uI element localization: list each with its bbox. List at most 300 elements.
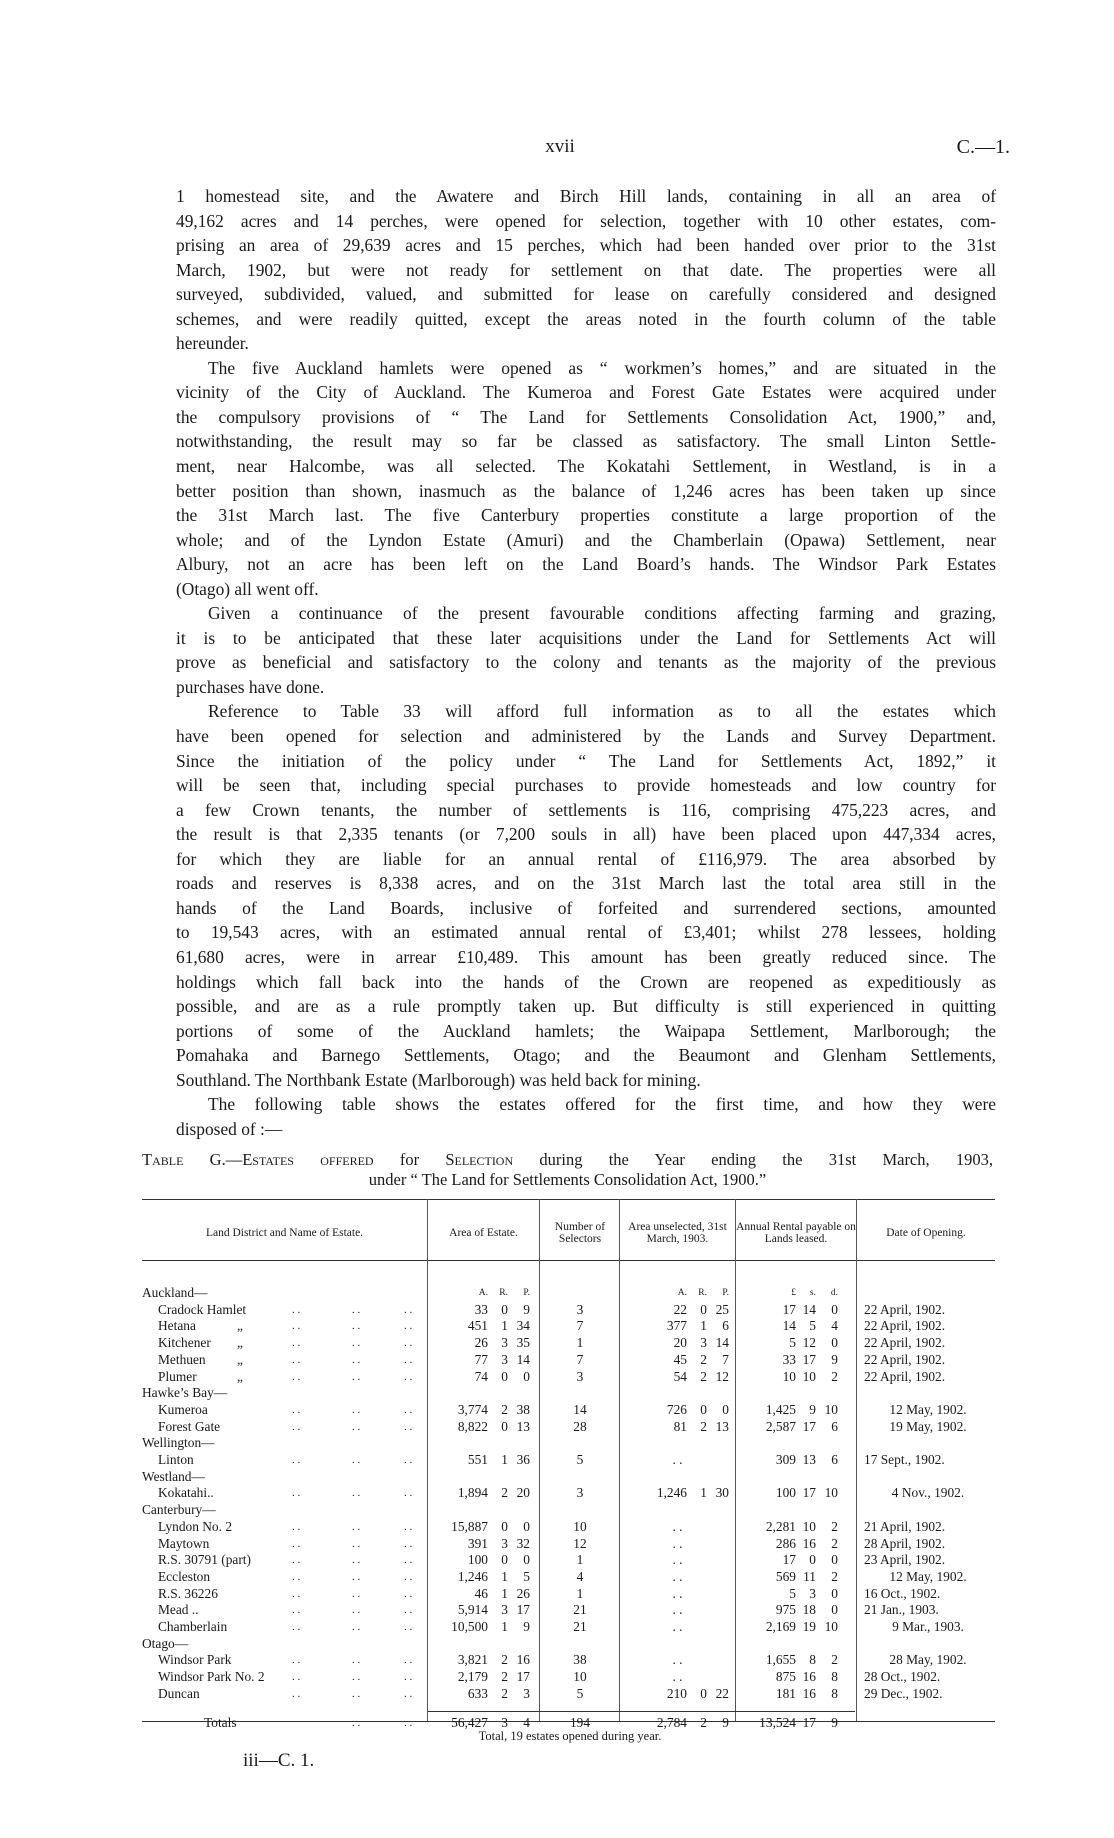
- header-date: Date of Opening.: [886, 1226, 966, 1239]
- selectors-value: 1: [576, 1552, 584, 1568]
- rental-value: 6: [831, 1452, 838, 1467]
- total-unselected: 2,784: [656, 1714, 687, 1730]
- dot-leader: . .: [404, 1353, 413, 1366]
- area-value: 9: [523, 1301, 530, 1317]
- rental-value: 17: [802, 1485, 816, 1501]
- nil-value: . .: [672, 1652, 683, 1668]
- rental-value: 569: [775, 1568, 796, 1584]
- nil-value: . .: [672, 1568, 683, 1584]
- rental-value: 17: [802, 1351, 816, 1367]
- rental-value: 181: [775, 1685, 796, 1701]
- dot-leader: . .: [352, 1303, 361, 1316]
- rental-value: 8: [831, 1685, 838, 1701]
- dot-leader: . .: [404, 1554, 413, 1567]
- ditto-mark: „: [237, 1351, 243, 1367]
- table-row: [142, 1335, 995, 1352]
- rental-value: 2: [831, 1568, 838, 1584]
- area-value: 1: [501, 1585, 508, 1601]
- dot-leader: . .: [292, 1671, 301, 1684]
- caption-label: Table G.—Estates offered: [142, 1150, 374, 1169]
- nil-value: . .: [672, 1452, 683, 1467]
- selectors-value: 7: [576, 1318, 584, 1334]
- table-footnote: Total, 19 estates opened during year.: [478, 1729, 662, 1743]
- area-value: 551: [467, 1452, 488, 1467]
- text-line: it is to be anticipated that these later acquisitions under the Land for Settlements Act will: [176, 627, 996, 648]
- header-rental: Annual Rental payable on Lands leased.: [736, 1220, 856, 1245]
- selectors-value: 21: [573, 1619, 587, 1634]
- total-unselected: 9: [722, 1714, 729, 1730]
- date-value: 23 April, 1902.: [864, 1552, 946, 1568]
- area-value: 14: [516, 1351, 530, 1367]
- rental-value: 17: [782, 1552, 796, 1568]
- dot-leader: . .: [292, 1454, 301, 1466]
- ditto-mark: „: [237, 1335, 243, 1351]
- unselected-value: 22: [673, 1301, 687, 1317]
- rental-value: 10: [824, 1485, 838, 1501]
- selectors-value: 14: [573, 1401, 587, 1417]
- dot-leader: . .: [292, 1370, 301, 1383]
- selectors-value: 3: [576, 1301, 584, 1317]
- table-top-rule: [142, 1199, 995, 1200]
- selectors-value: 28: [573, 1418, 587, 1434]
- date-value: 21 April, 1902.: [864, 1518, 946, 1534]
- unselected-value: 2: [700, 1351, 707, 1367]
- ditto-mark: „: [237, 1368, 243, 1384]
- area-value: 0: [501, 1368, 508, 1384]
- dot-leader: . .: [292, 1403, 301, 1416]
- estate-name: Kumeroa: [158, 1401, 208, 1417]
- district-heading-row: [142, 1285, 995, 1302]
- text-line: 1 homestead site, and the Awatere and Birch Hill lands, containing in all an area of: [176, 186, 996, 206]
- text-line: holdings which fall back into the hands of the Crown are reopened as expeditiously as: [176, 971, 996, 992]
- nil-value: . .: [672, 1602, 683, 1618]
- text-line: The five Auckland hamlets were opened as “ workmen’s homes,” and are situated in the: [208, 357, 996, 378]
- rental-value: 1,425: [765, 1401, 796, 1417]
- unselected-value: 45: [673, 1351, 687, 1367]
- total-area: 56,427: [451, 1714, 488, 1730]
- dot-leader: . .: [292, 1687, 301, 1700]
- rental-value: 0: [809, 1552, 816, 1568]
- dot-leader: . .: [352, 1554, 361, 1567]
- text-line: prising an area of 29,639 acres and 15 perches, which had been handed over prior to the 31st: [176, 235, 996, 256]
- dot-leader: . .: [404, 1621, 413, 1633]
- date-value: 21 Jan., 1903.: [864, 1602, 939, 1618]
- dot-leader: . .: [352, 1454, 361, 1466]
- document-reference: C.—1.: [956, 136, 1010, 158]
- unit-label: s.: [809, 1288, 816, 1298]
- estate-name: R.S. 30791 (part): [158, 1552, 251, 1568]
- area-value: 26: [474, 1335, 488, 1351]
- estates-table: [142, 1199, 995, 1730]
- area-value: 1,894: [457, 1485, 488, 1501]
- area-value: 0: [523, 1552, 530, 1568]
- date-value: 22 April, 1902.: [864, 1335, 946, 1351]
- text-line: notwithstanding, the result may so far be classed as satisfactory. The small Linton Settle-: [176, 431, 996, 452]
- area-value: 0: [501, 1518, 508, 1534]
- rental-value: 10: [782, 1368, 796, 1384]
- date-value: 29 Dec., 1902.: [864, 1685, 943, 1701]
- area-value: 2: [501, 1485, 508, 1501]
- selectors-value: 1: [576, 1585, 584, 1601]
- selectors-value: 5: [576, 1685, 584, 1701]
- district-name: Hawke’s Bay—: [142, 1385, 228, 1401]
- area-value: 3: [501, 1335, 508, 1351]
- rental-value: 2: [831, 1652, 838, 1668]
- rental-value: 17: [802, 1418, 816, 1434]
- table-row: [142, 1302, 995, 1319]
- dot-leader: . .: [352, 1654, 361, 1667]
- area-value: 3: [501, 1535, 508, 1551]
- text-line: Albury, not an acre has been left on the Land Board’s hands. The Windsor Park Estates: [176, 554, 996, 575]
- area-value: 2: [501, 1652, 508, 1668]
- area-value: 8,822: [457, 1418, 488, 1434]
- text-line: better position than shown, inasmuch as the balance of 1,246 acres has been taken up since: [176, 480, 996, 501]
- ditto-mark: „: [237, 1318, 243, 1334]
- dot-leader: . .: [404, 1687, 413, 1700]
- caption-text: during the Year ending the 31st March, 1903,: [513, 1150, 993, 1169]
- dot-leader: . .: [352, 1370, 361, 1383]
- unselected-value: 0: [700, 1301, 707, 1317]
- rental-value: 875: [775, 1669, 796, 1685]
- area-value: 35: [516, 1335, 530, 1351]
- total-rental: 13,524: [759, 1714, 796, 1730]
- unselected-value: 377: [666, 1318, 687, 1334]
- nil-value: . .: [672, 1552, 683, 1568]
- area-value: 36: [516, 1452, 530, 1467]
- dot-leader: . .: [404, 1587, 413, 1600]
- rental-value: 16: [802, 1535, 816, 1551]
- estate-name: Kitchener: [158, 1335, 211, 1351]
- dot-leader: . .: [404, 1303, 413, 1316]
- estate-name: Hetana: [158, 1318, 196, 1334]
- unselected-value: 0: [700, 1401, 707, 1417]
- date-value: 4 Nov., 1902.: [891, 1485, 965, 1501]
- unselected-value: 6: [722, 1318, 729, 1334]
- dot-leader: . .: [352, 1604, 361, 1617]
- unit-label: d.: [830, 1288, 838, 1298]
- area-value: 33: [474, 1301, 488, 1317]
- totals-rule: [428, 1711, 855, 1712]
- dot-leader: . .: [292, 1420, 301, 1433]
- date-value: 12 May, 1902.: [889, 1401, 967, 1417]
- estate-name: Maytown: [158, 1535, 210, 1551]
- dot-leader: . .: [352, 1337, 361, 1350]
- rental-value: 13: [802, 1452, 816, 1467]
- text-line: vicinity of the City of Auckland. The Kumeroa and Forest Gate Estates were acquired under: [176, 382, 996, 403]
- estate-name: Forest Gate: [158, 1418, 221, 1434]
- unselected-value: 20: [673, 1335, 687, 1351]
- area-value: 13: [516, 1418, 530, 1434]
- header-unselected: Area unselected, 31st March, 1903.: [628, 1220, 727, 1245]
- table-row: [142, 1519, 995, 1536]
- selectors-value: 38: [573, 1652, 587, 1668]
- dot-leader: . .: [292, 1303, 301, 1316]
- unselected-value: 1,246: [656, 1485, 687, 1501]
- date-value: 17 Sept., 1902.: [864, 1452, 945, 1467]
- rental-value: 0: [831, 1552, 838, 1568]
- dot-leader: . .: [292, 1487, 301, 1500]
- dot-leader: . .: [292, 1654, 301, 1667]
- rental-value: 1,655: [765, 1652, 796, 1668]
- area-value: 0: [501, 1418, 508, 1434]
- selectors-value: 5: [576, 1452, 584, 1467]
- area-value: 32: [516, 1535, 530, 1551]
- dot-leader: . .: [292, 1320, 301, 1333]
- text-line: roads and reserves is 8,338 acres, and on the 31st March last the total area still in the: [176, 873, 996, 894]
- dot-leader: . .: [352, 1687, 361, 1700]
- rental-value: 16: [802, 1685, 816, 1701]
- estate-name: Chamberlain: [158, 1619, 228, 1634]
- rental-value: 2,169: [765, 1619, 796, 1634]
- unit-label: R.: [698, 1288, 707, 1298]
- date-value: 22 April, 1902.: [864, 1351, 946, 1367]
- dot-leader: . .: [404, 1654, 413, 1667]
- text-line: disposed of :—: [176, 1118, 283, 1139]
- dot-leader: . .: [292, 1621, 301, 1633]
- table-row: [142, 1552, 995, 1569]
- estate-name: Duncan: [158, 1685, 200, 1701]
- rental-value: 9: [831, 1351, 838, 1367]
- selectors-value: 3: [576, 1485, 584, 1501]
- text-line: Southland. The Northbank Estate (Marlborough) was held back for mining.: [176, 1069, 701, 1090]
- dot-leader: . .: [404, 1370, 413, 1383]
- table-row: [142, 1536, 995, 1553]
- dot-leader: . .: [404, 1337, 413, 1350]
- rental-value: 2,587: [765, 1418, 796, 1434]
- unselected-value: 54: [673, 1368, 687, 1384]
- estate-name: Methuen: [158, 1351, 206, 1367]
- table-row: [142, 1602, 995, 1619]
- nil-value: . .: [672, 1535, 683, 1551]
- dot-leader: . .: [404, 1320, 413, 1333]
- table-row: [142, 1652, 995, 1669]
- dot-leader: . .: [404, 1716, 413, 1729]
- text-line: to 19,543 acres, with an estimated annual rental of £3,401; whilst 278 lessees, holding: [176, 922, 996, 943]
- text-line: a few Crown tenants, the number of settlements is 116, comprising 475,223 acres, and: [176, 799, 996, 820]
- text-line: Pomahaka and Barnego Settlements, Otago; and the Beaumont and Glenham Settlements,: [176, 1045, 996, 1066]
- table-caption: [142, 1150, 993, 1190]
- rental-value: 0: [831, 1335, 838, 1351]
- dot-leader: . .: [404, 1403, 413, 1416]
- area-value: 1: [501, 1452, 508, 1467]
- date-value: 22 April, 1902.: [864, 1301, 946, 1317]
- text-line: 49,162 acres and 14 perches, were opened for selection, together with 10 other estates, com-: [176, 210, 996, 231]
- estate-name: Cradock Hamlet: [158, 1301, 247, 1317]
- area-value: 38: [516, 1401, 530, 1417]
- estate-name: Linton: [158, 1452, 194, 1467]
- rental-value: 8: [831, 1669, 838, 1685]
- area-value: 1: [501, 1568, 508, 1584]
- dot-leader: . .: [292, 1520, 301, 1533]
- date-value: 12 May, 1902.: [889, 1568, 967, 1584]
- text-line: prove as beneficial and satisfactory to the colony and tenants as the majority of the previous: [176, 652, 996, 673]
- unselected-value: 210: [666, 1685, 687, 1701]
- text-line: will be seen that, including special purchases to provide homesteads and low country for: [176, 775, 996, 796]
- text-line: schemes, and were readily quitted, except the areas noted in the fourth column of the table: [176, 308, 996, 329]
- rental-value: 6: [831, 1418, 838, 1434]
- total-selectors: 194: [569, 1714, 591, 1730]
- dot-leader: . .: [292, 1554, 301, 1567]
- selectors-value: 3: [576, 1368, 584, 1384]
- rental-value: 5: [809, 1318, 816, 1334]
- district-name: Westland—: [142, 1468, 205, 1484]
- rental-value: 286: [775, 1535, 796, 1551]
- table-row: [142, 1686, 995, 1703]
- selectors-value: 7: [576, 1351, 584, 1367]
- nil-value: . .: [672, 1585, 683, 1601]
- estate-name: R.S. 36226: [158, 1585, 218, 1601]
- rental-value: 12: [802, 1335, 816, 1351]
- unselected-value: 12: [715, 1368, 729, 1384]
- rental-value: 11: [803, 1568, 816, 1584]
- page-number: xvii: [545, 136, 575, 157]
- estate-name: Windsor Park: [158, 1652, 232, 1668]
- dot-leader: . .: [352, 1716, 361, 1729]
- date-value: 28 Oct., 1902.: [864, 1669, 941, 1685]
- text-line: the result is that 2,335 tenants (or 7,200 souls in all) have been placed upon 447,334 acres,: [176, 824, 996, 845]
- rental-value: 2,281: [765, 1518, 796, 1534]
- selectors-value: 21: [573, 1602, 587, 1618]
- unselected-value: 2: [700, 1418, 707, 1434]
- dot-leader: . .: [292, 1537, 301, 1550]
- date-value: 28 April, 1902.: [864, 1535, 946, 1551]
- date-value: 16 Oct., 1902.: [864, 1585, 941, 1601]
- area-value: 2: [501, 1685, 508, 1701]
- caption-subtitle: under “ The Land for Settlements Consolidation Act, 1900.”: [368, 1170, 767, 1189]
- rental-value: 8: [809, 1652, 816, 1668]
- page-signature: iii—C. 1.: [243, 1750, 315, 1771]
- unselected-value: 2: [700, 1368, 707, 1384]
- area-value: 15,887: [451, 1518, 488, 1534]
- dot-leader: . .: [404, 1420, 413, 1433]
- table-row: [142, 1619, 995, 1636]
- area-value: 5,914: [457, 1602, 488, 1618]
- rental-value: 16: [802, 1669, 816, 1685]
- area-value: 0: [501, 1301, 508, 1317]
- district-name: Canterbury—: [142, 1502, 216, 1518]
- text-line: purchases have done.: [176, 676, 325, 697]
- rental-value: 5: [789, 1335, 796, 1351]
- rental-value: 10: [802, 1518, 816, 1534]
- rental-value: 19: [802, 1619, 816, 1634]
- nil-value: . .: [672, 1669, 683, 1685]
- total-area: 4: [523, 1714, 530, 1730]
- district-name: Auckland—: [142, 1285, 208, 1300]
- dot-leader: . .: [352, 1353, 361, 1366]
- estate-name: Windsor Park No. 2: [158, 1669, 265, 1685]
- dot-leader: . .: [352, 1520, 361, 1533]
- table-row: [142, 1352, 995, 1369]
- table-row: [142, 1586, 995, 1603]
- rental-value: 10: [824, 1619, 838, 1634]
- unit-label: P.: [722, 1288, 729, 1298]
- dot-leader: . .: [292, 1337, 301, 1350]
- unit-label: P.: [523, 1288, 530, 1298]
- rental-value: 14: [782, 1318, 796, 1334]
- estate-name: Mead ..: [158, 1602, 199, 1618]
- area-value: 0: [501, 1552, 508, 1568]
- totals-label: Totals: [204, 1714, 237, 1730]
- dot-leader: . .: [352, 1671, 361, 1684]
- text-line: hands of the Land Boards, inclusive of forfeited and surrendered sections, amounted: [176, 897, 996, 918]
- dot-leader: . .: [404, 1537, 413, 1550]
- dot-leader: . .: [404, 1671, 413, 1684]
- rental-value: 10: [824, 1401, 838, 1417]
- rental-value: 5: [789, 1585, 796, 1601]
- area-value: 9: [523, 1619, 530, 1634]
- area-value: 3: [501, 1602, 508, 1618]
- text-line: 61,680 acres, were in arrear £10,489. This amount has been greatly reduced since. The: [176, 946, 996, 967]
- body-text: [176, 184, 996, 1141]
- unselected-value: 25: [715, 1301, 729, 1317]
- rental-value: 33: [782, 1351, 796, 1367]
- table-row: [142, 1318, 995, 1335]
- selectors-value: 4: [576, 1568, 584, 1584]
- dot-leader: . .: [352, 1587, 361, 1600]
- nil-value: . .: [672, 1518, 683, 1534]
- area-value: 17: [516, 1669, 530, 1685]
- area-value: 17: [516, 1602, 530, 1618]
- district-name: Wellington—: [142, 1435, 215, 1451]
- header-name: Land District and Name of Estate.: [205, 1226, 364, 1239]
- area-value: 2: [501, 1401, 508, 1417]
- table-row: [142, 1569, 995, 1586]
- rental-value: 3: [809, 1585, 816, 1601]
- text-line: Since the initiation of the policy under “ The Land for Settlements Act, 1892,” it: [176, 750, 996, 771]
- area-value: 3,821: [457, 1652, 488, 1668]
- caption-text: Selection: [445, 1150, 514, 1169]
- area-value: 77: [474, 1351, 488, 1367]
- area-value: 0: [523, 1368, 530, 1384]
- text-line: for which they are liable for an annual rental of £116,979. The area absorbed by: [176, 848, 996, 869]
- rental-value: 975: [775, 1602, 796, 1618]
- header-selectors: Number of Selectors: [554, 1220, 606, 1245]
- total-rental: 17: [802, 1714, 816, 1730]
- unselected-value: 3: [700, 1335, 707, 1351]
- total-unselected: 2: [700, 1714, 707, 1730]
- rental-value: 0: [831, 1602, 838, 1618]
- dot-leader: . .: [404, 1570, 413, 1583]
- selectors-value: 10: [573, 1518, 587, 1534]
- text-line: The following table shows the estates offered for the first time, and how they were: [208, 1094, 996, 1115]
- dot-leader: . .: [292, 1587, 301, 1600]
- rental-value: 9: [809, 1401, 816, 1417]
- unit-label: R.: [499, 1288, 508, 1298]
- rental-value: 0: [831, 1585, 838, 1601]
- table-row: [142, 1369, 995, 1386]
- date-value: 9 Mar., 1903.: [892, 1619, 964, 1634]
- district-name: Otago—: [142, 1635, 189, 1651]
- nil-value: . .: [672, 1619, 683, 1634]
- unselected-value: 0: [700, 1685, 707, 1701]
- text-line: the 31st March last. The five Canterbury properties constitute a large proportion of the: [176, 505, 996, 526]
- date-value: 22 April, 1902.: [864, 1318, 946, 1334]
- dot-leader: . .: [292, 1604, 301, 1617]
- table-row: [142, 1452, 995, 1469]
- text-line: hereunder.: [176, 333, 249, 354]
- total-rental: 9: [831, 1714, 838, 1730]
- area-value: 34: [516, 1318, 530, 1334]
- estate-name: Eccleston: [158, 1568, 211, 1584]
- unselected-value: 14: [715, 1335, 729, 1351]
- dot-leader: . .: [404, 1454, 413, 1466]
- selectors-value: 12: [573, 1535, 587, 1551]
- text-line: Reference to Table 33 will afford full information as to all the estates which: [208, 701, 996, 722]
- area-value: 0: [523, 1518, 530, 1534]
- unit-label: £: [791, 1288, 796, 1298]
- district-heading-row: [142, 1636, 995, 1653]
- area-value: 451: [467, 1318, 488, 1334]
